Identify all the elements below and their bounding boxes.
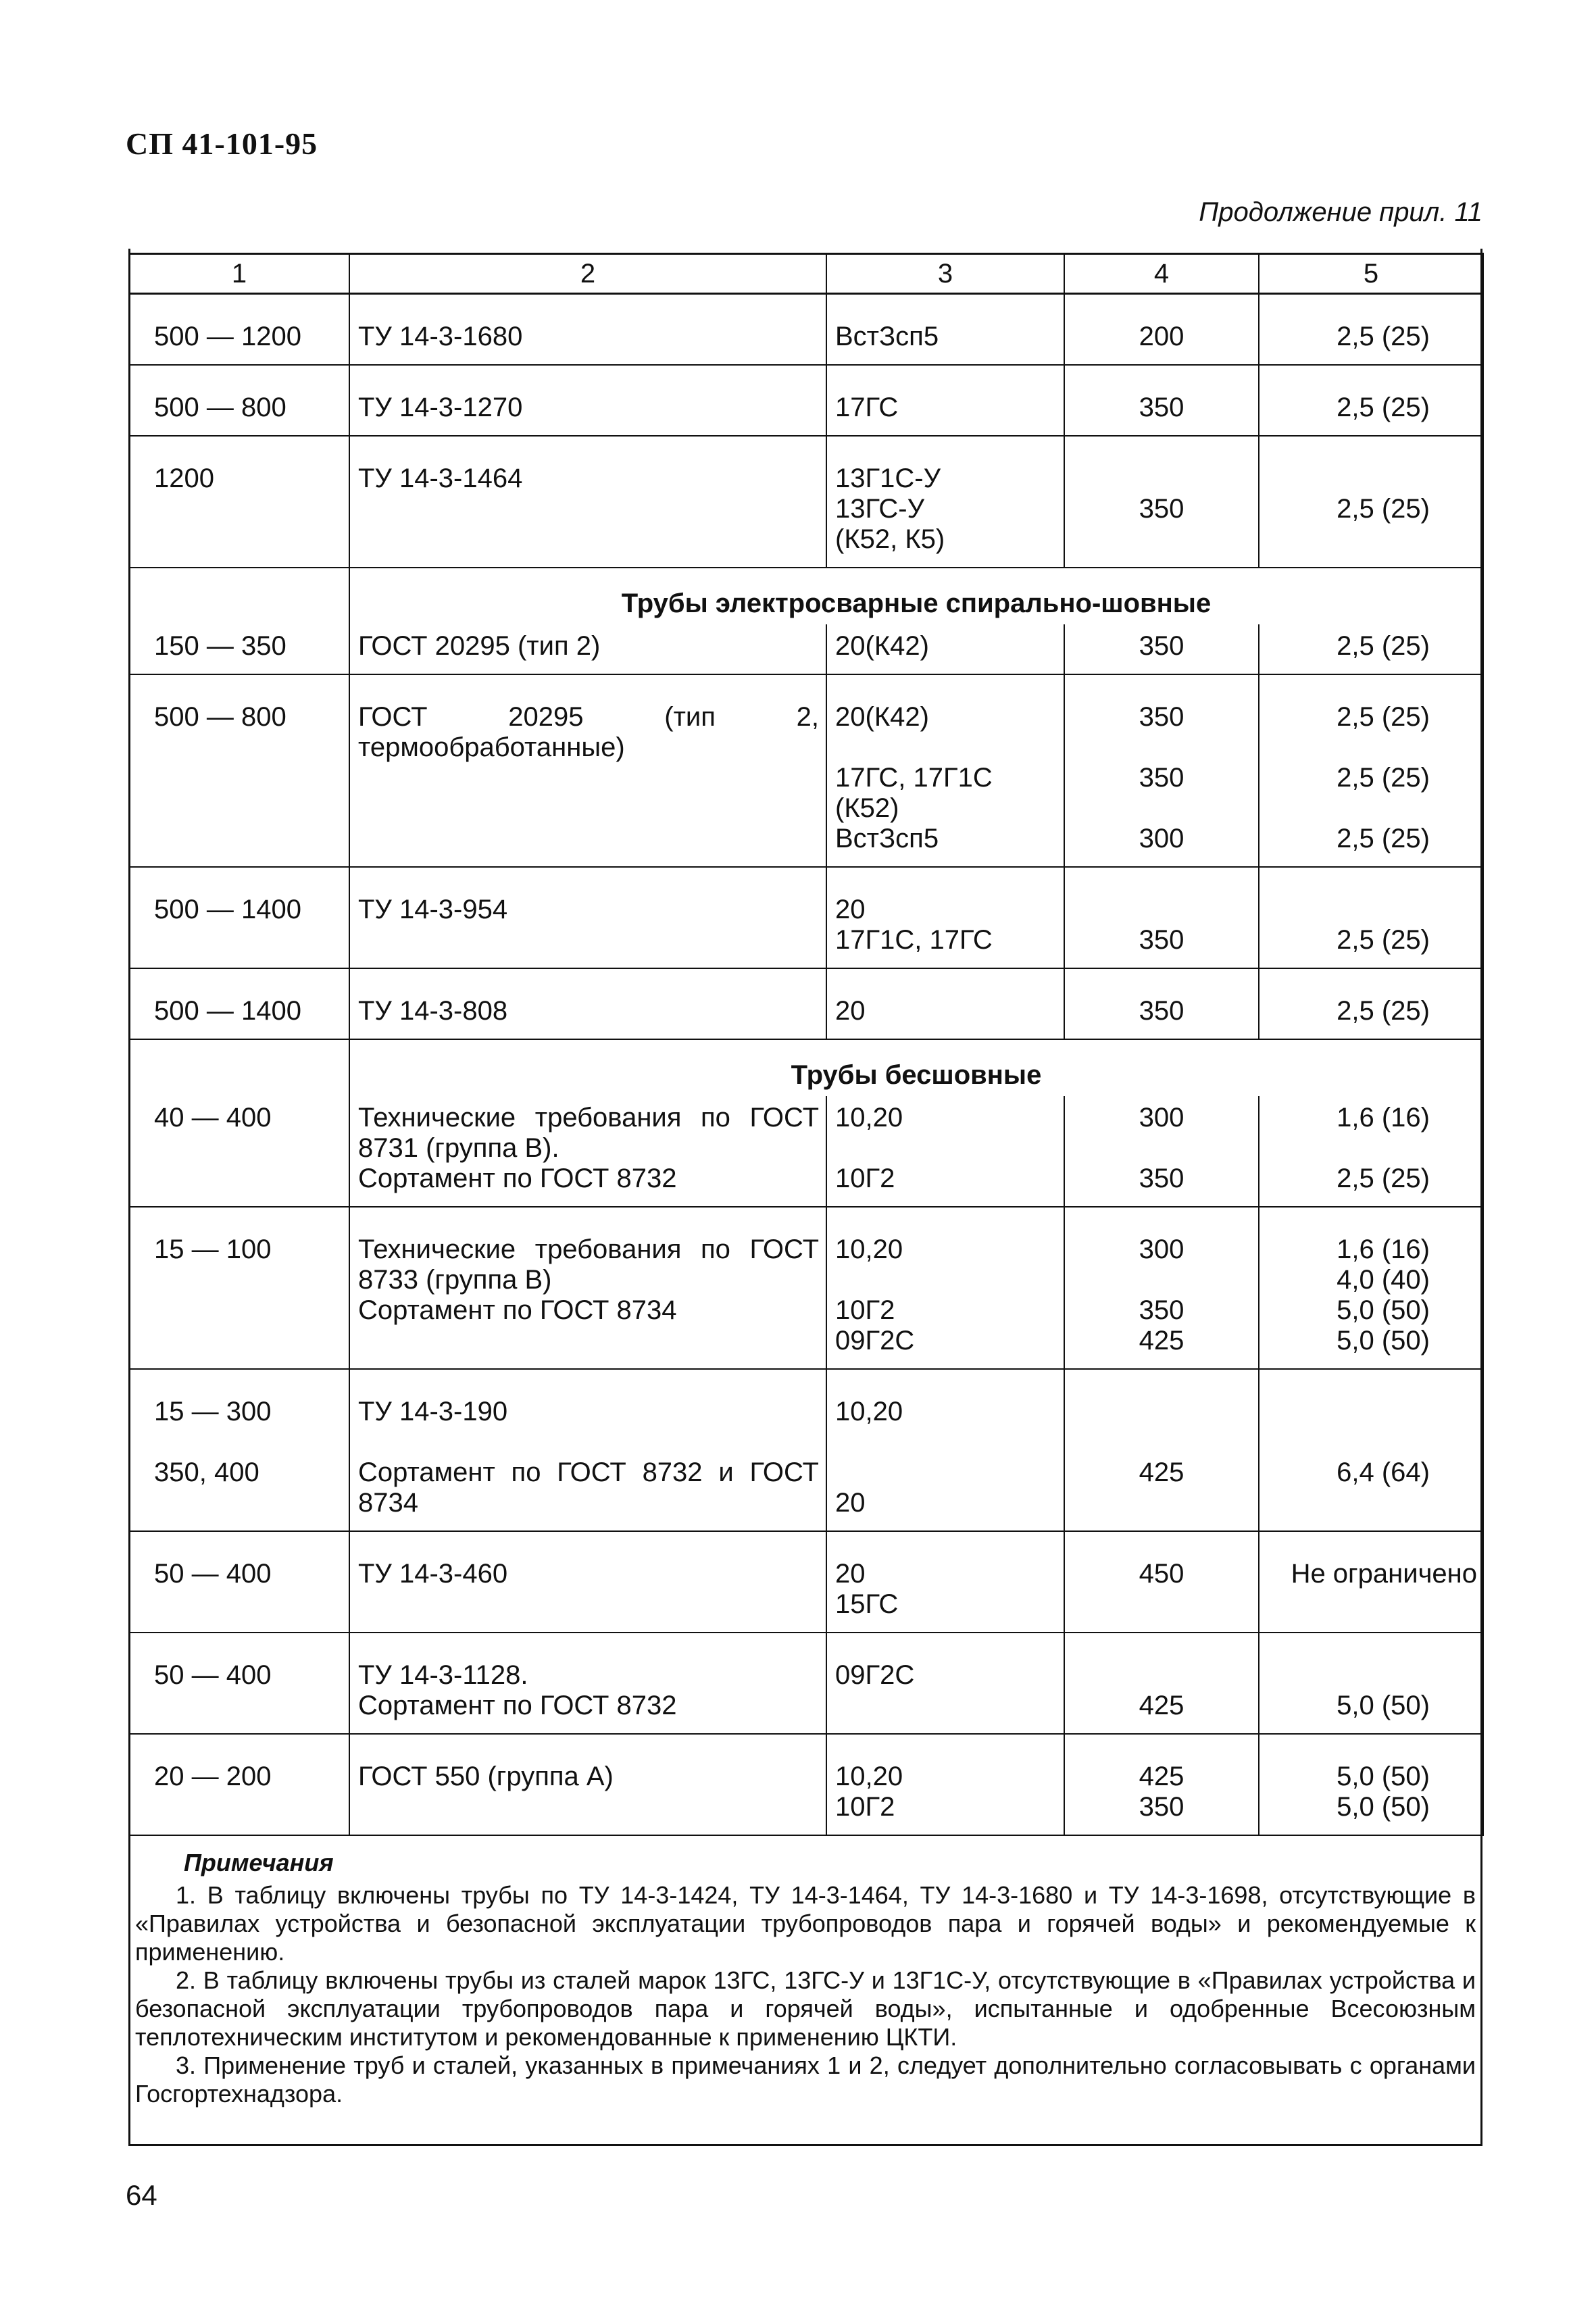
- standard-cell: ТУ 14-3-1128. Сортамент по ГОСТ 8732: [349, 1633, 826, 1734]
- note-item: 2. В таблицу включены трубы из сталей марок 13ГС, 13ГС-У и 13Г1С-У, отсутствующие в «Правилах устройства и безопасной эксплуатации трубопроводов пара и горячей воды», испытанные и одобренные Всесоюзным теплотехническим институтом и рекомендованные к применению ЦКТИ.: [135, 1966, 1476, 2051]
- table-row: [129, 968, 1483, 1039]
- diameter-cell: 150 — 350: [129, 624, 349, 674]
- pressure-cell: 1,6 (16) 4,0 (40) 5,0 (50) 5,0 (50): [1259, 1207, 1483, 1369]
- diameter-cell: 40 — 400: [129, 1096, 349, 1207]
- diameter-cell: 500 — 1400: [129, 867, 349, 968]
- pressure-cell: 2,5 (25): [1259, 867, 1483, 968]
- pressure-cell: 5,0 (50): [1259, 1633, 1483, 1734]
- steel-cell: 10,20 20: [826, 1369, 1064, 1531]
- section-header-row: [129, 568, 1483, 624]
- temperature-cell: 200: [1064, 294, 1259, 366]
- temperature-cell: 350: [1064, 365, 1259, 436]
- temperature-cell: 350: [1064, 436, 1259, 568]
- standard-cell: ТУ 14-3-460: [349, 1531, 826, 1633]
- diameter-cell: 500 — 800: [129, 365, 349, 436]
- col-header-4: 4: [1064, 254, 1259, 294]
- steel-cell: 20: [826, 968, 1064, 1039]
- pipe-spec-table: [128, 253, 1484, 1836]
- table-row: [129, 1096, 1483, 1207]
- standard-cell: ТУ 14-3-190 Сортамент по ГОСТ 8732 и ГОСТ 8734: [349, 1369, 826, 1531]
- table-row: [129, 1531, 1483, 1633]
- pressure-cell: 1,6 (16) 2,5 (25): [1259, 1096, 1483, 1207]
- pressure-cell: Не ограничено: [1259, 1531, 1483, 1633]
- document-code: СП 41-101-95: [126, 126, 318, 161]
- standard-cell: ТУ 14-3-954: [349, 867, 826, 968]
- col-header-3: 3: [826, 254, 1064, 294]
- page-number: 64: [126, 2179, 157, 2211]
- diameter-cell: 500 — 1200: [129, 294, 349, 366]
- temperature-cell: 350: [1064, 624, 1259, 674]
- steel-cell: 20(К42) 17ГС, 17Г1С (К52) ВстЗсп5: [826, 674, 1064, 867]
- table-row: [129, 1369, 1483, 1531]
- temperature-cell: 350 350 300: [1064, 674, 1259, 867]
- diameter-cell: 500 — 1400: [129, 968, 349, 1039]
- steel-cell: 09Г2С: [826, 1633, 1064, 1734]
- standard-cell: Технические требования по ГОСТ 8733 (группа В) Сортамент по ГОСТ 8734: [349, 1207, 826, 1369]
- standard-cell: ГОСТ 20295 (тип 2): [349, 624, 826, 674]
- steel-cell: 13Г1С-У 13ГС-У (К52, К5): [826, 436, 1064, 568]
- section-header-row: [129, 1039, 1483, 1096]
- standard-cell: ГОСТ 550 (группа А): [349, 1734, 826, 1835]
- table-row: [129, 436, 1483, 568]
- diameter-cell: 50 — 400: [129, 1531, 349, 1633]
- section-title-seamless: Трубы бесшовные: [349, 1039, 1483, 1096]
- temperature-cell: 350: [1064, 867, 1259, 968]
- diameter-cell: 20 — 200: [129, 1734, 349, 1835]
- temperature-cell: 425: [1064, 1369, 1259, 1531]
- diameter-cell: 1200: [129, 436, 349, 568]
- temperature-cell: 300 350: [1064, 1096, 1259, 1207]
- col-header-1: 1: [129, 254, 349, 294]
- pressure-cell: 2,5 (25) 2,5 (25) 2,5 (25): [1259, 674, 1483, 867]
- steel-cell: 10,20 10Г2: [826, 1734, 1064, 1835]
- pressure-cell: 2,5 (25): [1259, 294, 1483, 366]
- standard-cell: ТУ 14-3-808: [349, 968, 826, 1039]
- section-blank-cell: [129, 1039, 349, 1096]
- diameter-cell: 50 — 400: [129, 1633, 349, 1734]
- standard-cell: ГОСТ 20295 (тип 2, термообработанные): [349, 674, 826, 867]
- temperature-cell: 425 350: [1064, 1734, 1259, 1835]
- standard-cell: ТУ 14-3-1680: [349, 294, 826, 366]
- note-item: 1. В таблицу включены трубы по ТУ 14-3-1424, ТУ 14-3-1464, ТУ 14-3-1680 и ТУ 14-3-1698, отсутствующие в «Правилах устройства и безопасной эксплуатации трубопроводов пара и горячей воды» и рекомендуемые к применению.: [135, 1881, 1476, 1966]
- notes-block: [135, 1849, 1476, 2108]
- temperature-cell: 450: [1064, 1531, 1259, 1633]
- standard-cell: ТУ 14-3-1270: [349, 365, 826, 436]
- notes-title: Примечания: [184, 1849, 334, 1876]
- diameter-cell: 500 — 800: [129, 674, 349, 867]
- table-header-row: [129, 254, 1483, 294]
- steel-cell: 10,20 10Г2 09Г2С: [826, 1207, 1064, 1369]
- steel-cell: 17ГС: [826, 365, 1064, 436]
- continuation-label: Продолжение прил. 11: [1199, 197, 1482, 227]
- table-row: [129, 624, 1483, 674]
- pressure-cell: 2,5 (25): [1259, 968, 1483, 1039]
- pressure-cell: 2,5 (25): [1259, 624, 1483, 674]
- steel-cell: 20 15ГС: [826, 1531, 1064, 1633]
- standard-cell: Технические требования по ГОСТ 8731 (группа В). Сортамент по ГОСТ 8732: [349, 1096, 826, 1207]
- pressure-cell: 5,0 (50) 5,0 (50): [1259, 1734, 1483, 1835]
- diameter-cell: 15 — 100: [129, 1207, 349, 1369]
- table-row: [129, 1207, 1483, 1369]
- table-row: [129, 674, 1483, 867]
- section-blank-cell: [129, 568, 349, 624]
- section-title-welded: Трубы электросварные спирально-шовные: [349, 568, 1483, 624]
- temperature-cell: 300 350 425: [1064, 1207, 1259, 1369]
- pressure-cell: 2,5 (25): [1259, 436, 1483, 568]
- col-header-2: 2: [349, 254, 826, 294]
- table-row: [129, 867, 1483, 968]
- table-row: [129, 1633, 1483, 1734]
- standard-cell: ТУ 14-3-1464: [349, 436, 826, 568]
- diameter-cell: 15 — 300 350, 400: [129, 1369, 349, 1531]
- steel-cell: 20(К42): [826, 624, 1064, 674]
- table-row: [129, 294, 1483, 366]
- steel-cell: ВстЗсп5: [826, 294, 1064, 366]
- steel-cell: 10,20 10Г2: [826, 1096, 1064, 1207]
- temperature-cell: 425: [1064, 1633, 1259, 1734]
- table-row: [129, 365, 1483, 436]
- table-row: [129, 1734, 1483, 1835]
- temperature-cell: 350: [1064, 968, 1259, 1039]
- pressure-cell: 6,4 (64): [1259, 1369, 1483, 1531]
- steel-cell: 20 17Г1С, 17ГС: [826, 867, 1064, 968]
- pressure-cell: 2,5 (25): [1259, 365, 1483, 436]
- col-header-5: 5: [1259, 254, 1483, 294]
- note-item: 3. Применение труб и сталей, указанных в примечаниях 1 и 2, следует дополнительно согласовывать с органами Госгортехнадзора.: [135, 2051, 1476, 2108]
